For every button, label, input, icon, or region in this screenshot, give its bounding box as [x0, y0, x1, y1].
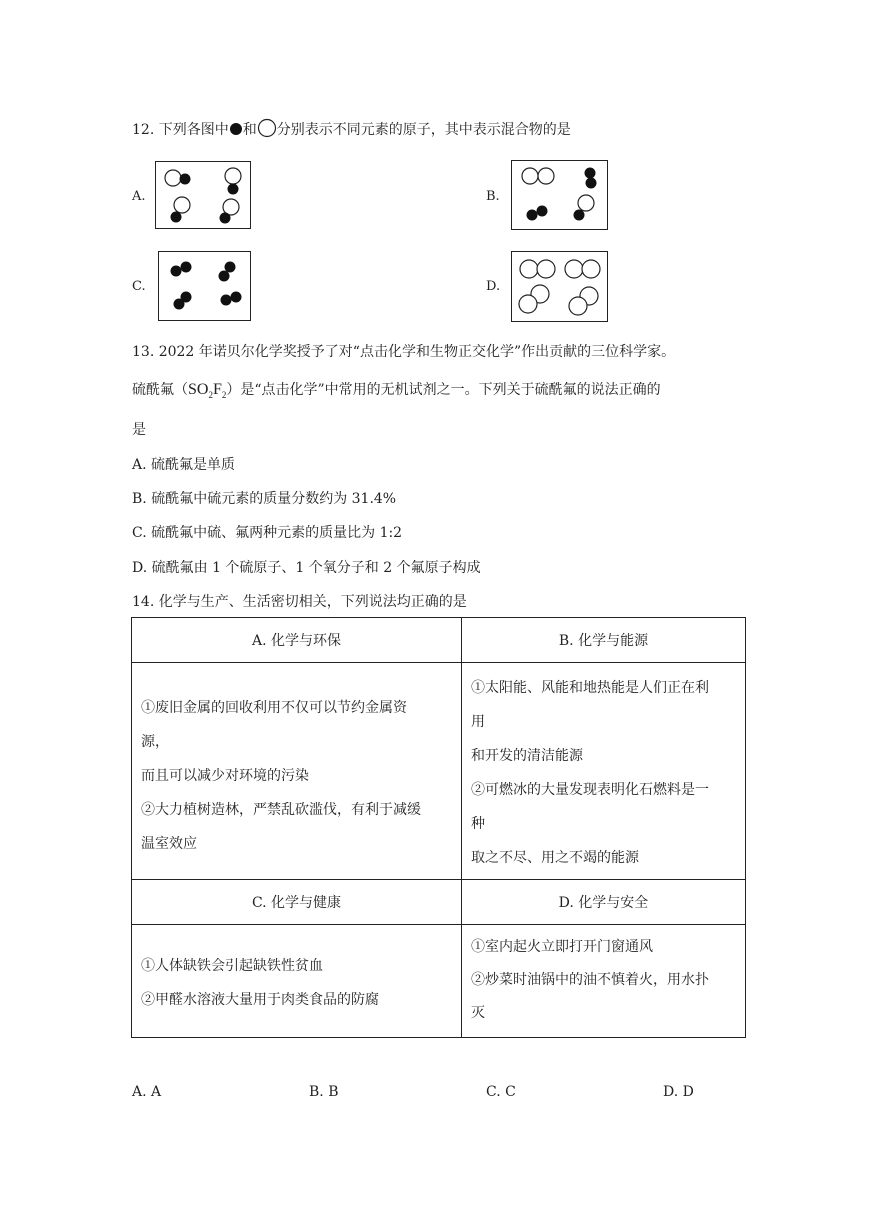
q13-option-d: D. 硫酰氟由 1 个硫原子、1 个氧分子和 2 个氟原子构成 — [132, 560, 481, 576]
q14-cell-d — [462, 925, 746, 1038]
q13-line1: 13. 2022 年诺贝尔化学奖授予了对“点击化学和生物正交化学”作出贡献的三位科学家。 — [132, 344, 676, 360]
q14-a-line: 而且可以减少对环境的污染 — [141, 768, 309, 784]
q12-suffix: 分别表示不同元素的原子，其中表示混合物的是 — [276, 122, 571, 138]
q14-answer-a: A. A — [132, 1084, 162, 1100]
q14-b-line: 用 — [471, 714, 485, 730]
molecule-diagram-c — [159, 252, 250, 320]
q14-head-c: C. 化学与健康 — [132, 880, 462, 925]
q14-d-line: ①室内起火立即打开门窗通风 — [471, 939, 653, 955]
q12-option-d-label: D. — [486, 279, 501, 294]
q13-option-c: C. 硫酰氟中硫、氟两种元素的质量比为 1:2 — [132, 525, 403, 541]
q14-b-line: ①太阳能、风能和地热能是人们正在利 — [471, 680, 709, 696]
q12-stem — [132, 118, 571, 139]
q14-answer-d: D. D — [663, 1084, 694, 1100]
q12-and: 和 — [242, 122, 257, 138]
q14-c-line: ①人体缺铁会引起缺铁性贫血 — [141, 958, 323, 974]
q12-option-a-label: A. — [132, 189, 146, 204]
q14-cell-a — [132, 663, 462, 880]
q14-answer-c: C. C — [486, 1084, 516, 1100]
q14-d-line: 灭 — [471, 1005, 485, 1021]
molecule-diagram-d — [512, 252, 607, 321]
molecule-diagram-a — [156, 162, 250, 228]
q12-option-c-diagram — [158, 251, 251, 321]
q14-a-line: 源， — [141, 734, 169, 750]
q13-line2 — [132, 379, 661, 400]
q14-b-line: ②可燃冰的大量发现表明化石燃料是一 — [471, 782, 709, 798]
q14-head-a: A. 化学与环保 — [132, 618, 462, 663]
q14-b-line: 和开发的清洁能源 — [471, 748, 583, 764]
q12-option-c-label: C. — [132, 279, 146, 294]
q14-c-line: ②甲醛水溶液大量用于肉类食品的防腐 — [141, 992, 379, 1008]
q12-option-b-label: B. — [486, 189, 500, 204]
molecule-diagram-b — [512, 161, 607, 229]
q14-a-line: ②大力植树造林，严禁乱砍滥伐，有利于减缓 — [141, 802, 421, 818]
q14-stem: 14. 化学与生产、生活密切相关，下列说法均正确的是 — [132, 594, 467, 610]
q13-option-a: A. 硫酰氟是单质 — [132, 457, 236, 473]
q14-table — [131, 617, 746, 1038]
q14-a-line: 温室效应 — [141, 836, 197, 852]
q12-option-d-diagram — [511, 251, 608, 322]
q12-option-b-diagram — [511, 160, 608, 230]
q12-option-a-diagram — [155, 161, 251, 229]
q14-head-b: B. 化学与能源 — [462, 618, 746, 663]
q14-head-d: D. 化学与安全 — [462, 880, 746, 925]
hollow-circle-icon — [257, 118, 277, 138]
q14-a-line: ①废旧金属的回收利用不仅可以节约金属资 — [141, 700, 407, 716]
q14-cell-b — [462, 663, 746, 880]
q14-b-line: 种 — [471, 816, 485, 832]
chemical-formula: $SO_2F_2$ — [188, 381, 227, 400]
q14-b-line: 取之不尽、用之不竭的能源 — [471, 850, 639, 866]
q14-cell-c — [132, 925, 462, 1038]
q13-line2-prefix: 硫酰氟（ — [132, 382, 188, 398]
q13-line3: 是 — [132, 422, 146, 438]
q14-answer-b: B. B — [309, 1084, 339, 1100]
q14-d-line: ②炒菜时油锅中的油不慎着火，用水扑 — [471, 972, 709, 988]
q13-line2-suffix: ）是“点击化学”中常用的无机试剂之一。下列关于硫酰氟的说法正确的 — [226, 382, 661, 398]
filled-circle-icon — [229, 122, 243, 136]
q12-prefix: 12. 下列各图中 — [132, 122, 229, 138]
q13-option-b: B. 硫酰氟中硫元素的质量分数约为 31.4% — [132, 491, 397, 507]
